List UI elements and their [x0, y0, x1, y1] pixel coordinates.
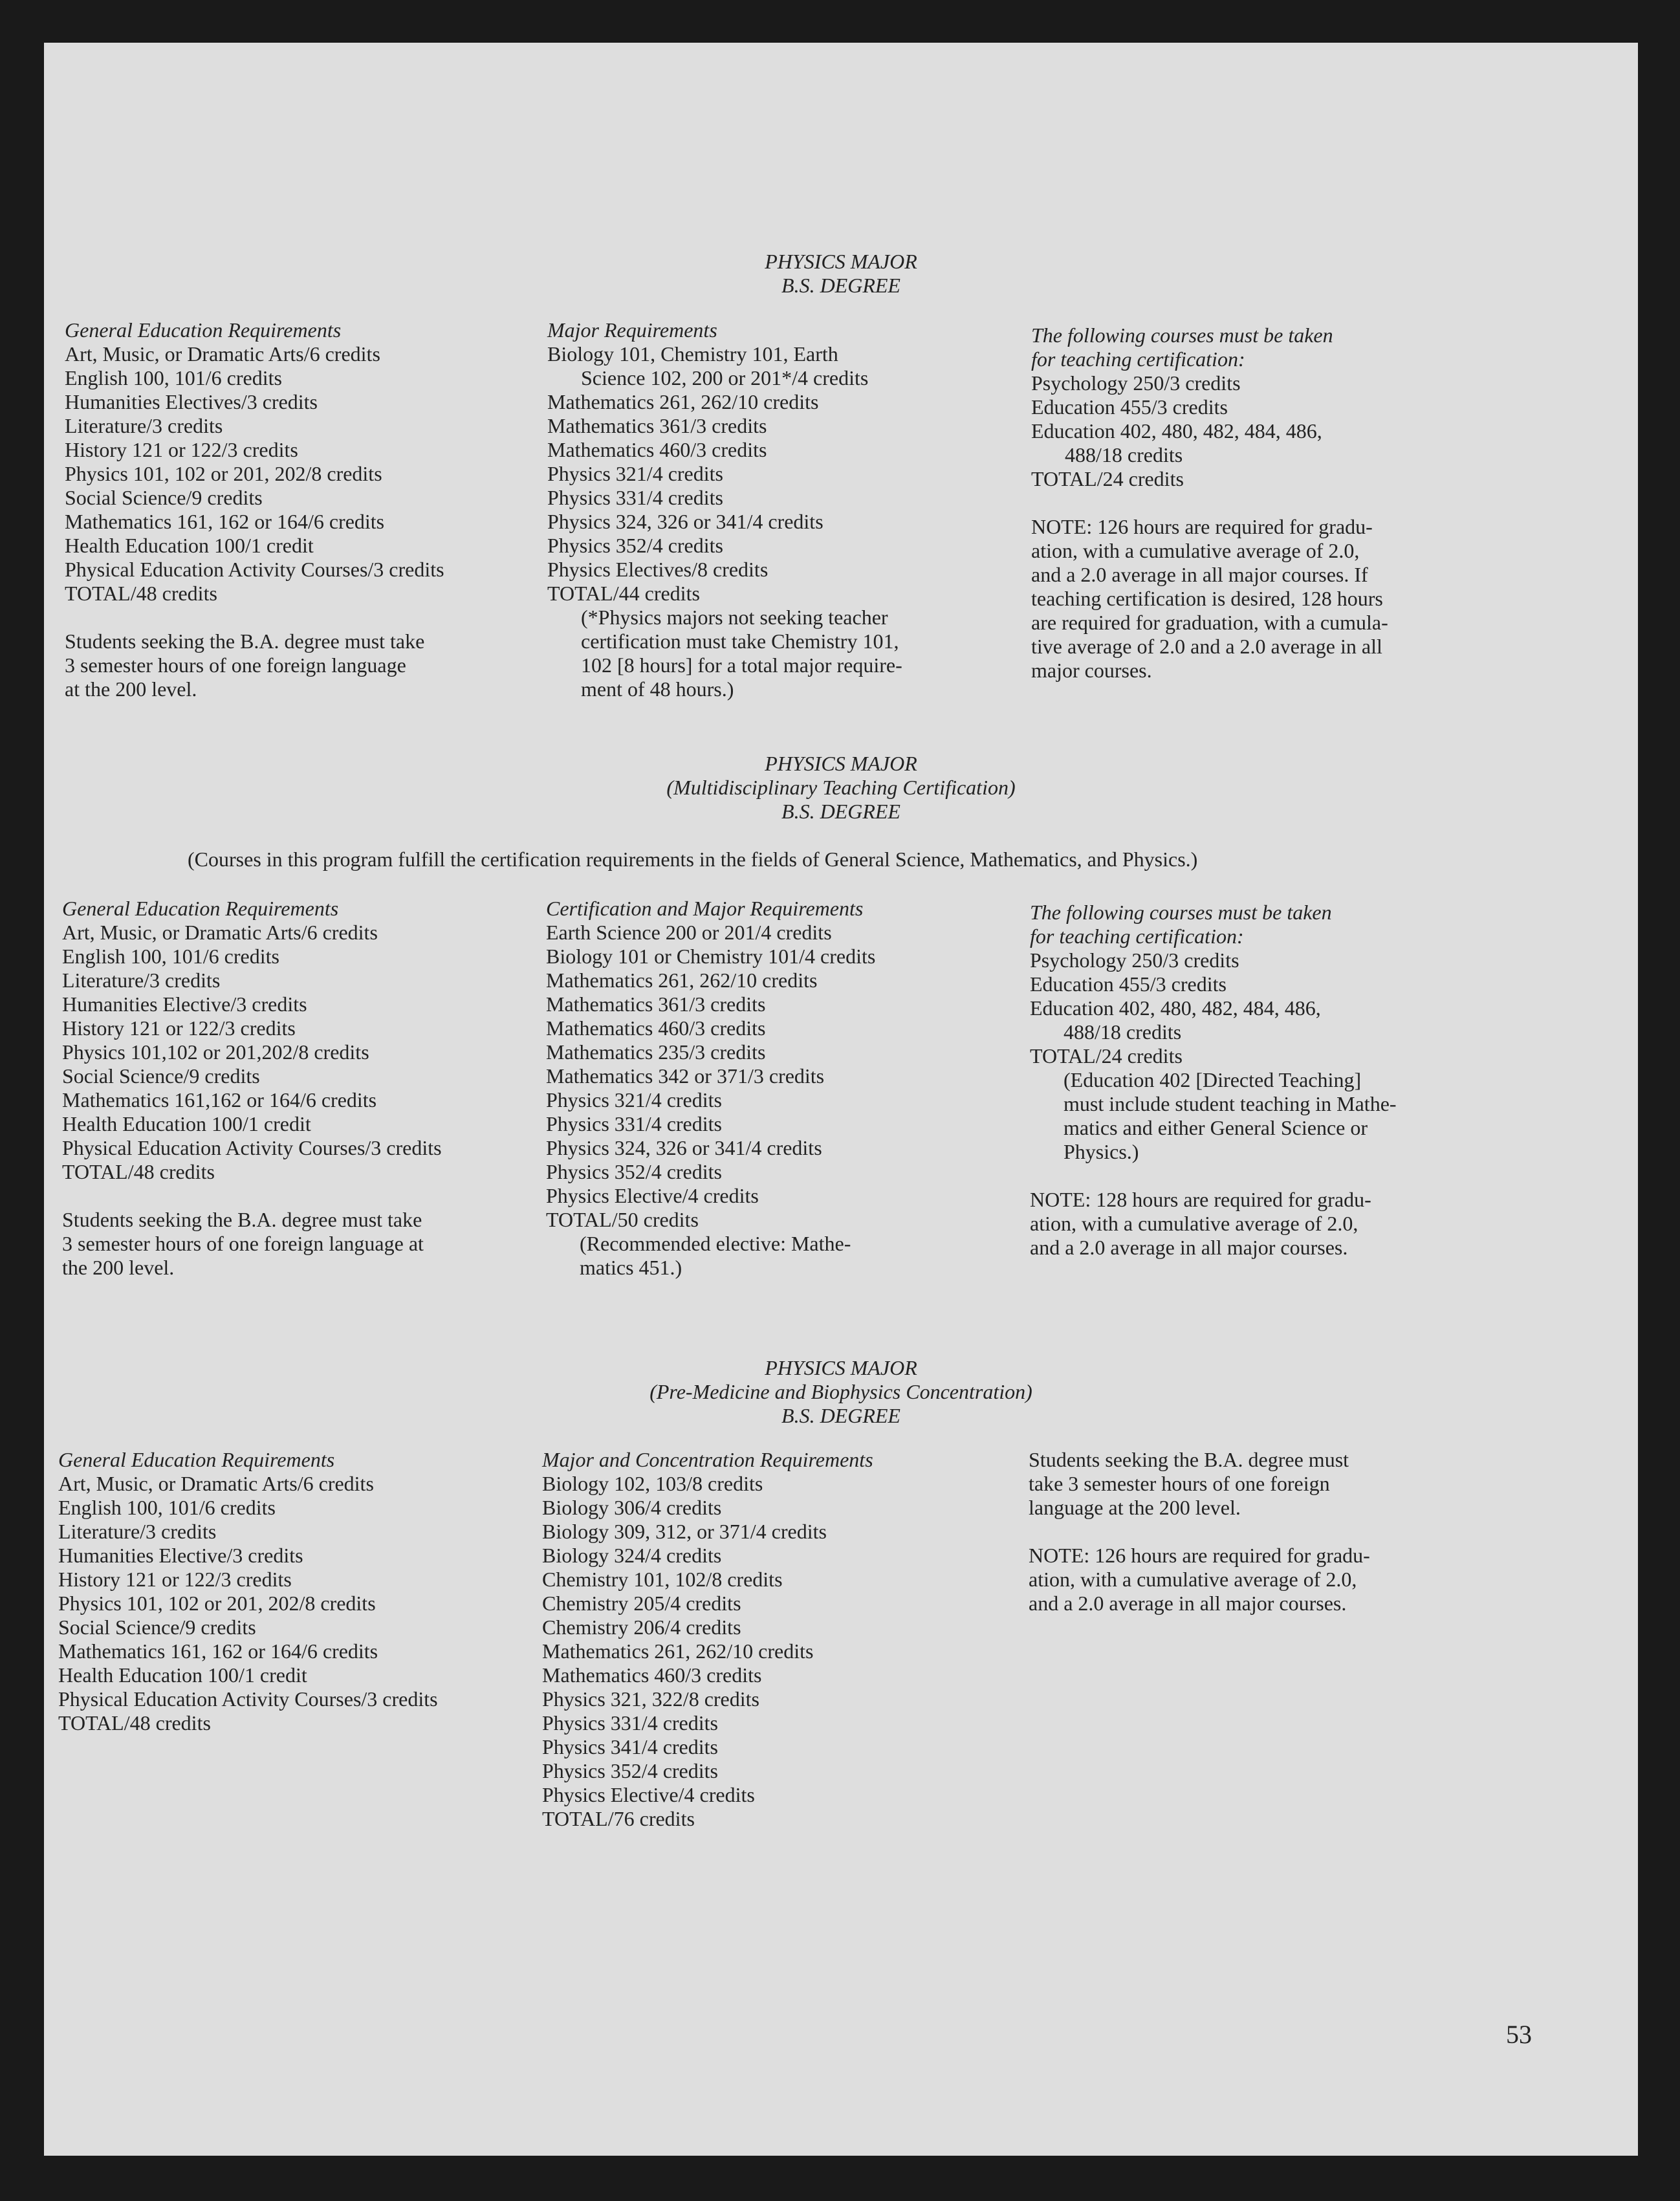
note-line: major courses.	[1031, 659, 1152, 682]
total-line: TOTAL/50 credits	[546, 1208, 699, 1231]
note-line: matics 451.)	[580, 1256, 682, 1279]
document-page	[44, 43, 1638, 2156]
requirement-line: Mathematics 361/3 credits	[546, 992, 766, 1016]
note-line: at the 200 level.	[65, 677, 197, 701]
requirement-line: English 100, 101/6 credits	[65, 366, 282, 389]
requirement-line: Education 402, 480, 482, 484, 486,	[1030, 996, 1321, 1020]
requirement-line: Mathematics 161,162 or 164/6 credits	[62, 1088, 377, 1111]
requirement-line: Physics 331/4 credits	[547, 486, 723, 509]
note-line: ation, with a cumulative average of 2.0,	[1029, 1568, 1357, 1591]
requirement-line: Chemistry 101, 102/8 credits	[542, 1568, 783, 1591]
requirement-line: Education 455/3 credits	[1031, 395, 1228, 419]
requirement-line: Literature/3 credits	[65, 414, 223, 437]
requirement-line: Health Education 100/1 credit	[65, 534, 314, 557]
requirement-line: Psychology 250/3 credits	[1030, 948, 1239, 972]
note-line: Students seeking the B.A. degree must take	[62, 1208, 422, 1231]
note-line: are required for graduation, with a cumula-	[1031, 611, 1388, 634]
requirement-line: Physics 101,102 or 201,202/8 credits	[62, 1040, 369, 1064]
requirement-line: Physics Electives/8 credits	[547, 558, 769, 581]
note-line: tive average of 2.0 and a 2.0 average in all	[1031, 635, 1382, 658]
requirement-line: Humanities Elective/3 credits	[58, 1544, 303, 1567]
requirement-line: Physical Education Activity Courses/3 credits	[58, 1687, 438, 1711]
heading-line: B.S. DEGREE	[781, 1404, 900, 1427]
requirement-line: Physics 352/4 credits	[542, 1759, 718, 1782]
section-3-heading	[44, 1356, 1638, 1428]
section-1-major-requirements	[547, 318, 902, 701]
requirement-line: Social Science/9 credits	[65, 486, 263, 509]
requirement-line: Mathematics 261, 262/10 credits	[547, 390, 819, 413]
heading-line: PHYSICS MAJOR	[765, 752, 917, 775]
requirement-line: Biology 309, 312, or 371/4 credits	[542, 1520, 827, 1543]
requirement-line: Science 102, 200 or 201*/4 credits	[581, 366, 869, 389]
note-line: must include student teaching in Mathe-	[1064, 1092, 1397, 1115]
note-line: 102 [8 hours] for a total major require-	[581, 653, 902, 677]
requirement-line: Physics 331/4 credits	[542, 1711, 718, 1735]
requirement-line: English 100, 101/6 credits	[58, 1496, 276, 1519]
requirement-line: Physics 352/4 credits	[547, 534, 723, 557]
note-line: Students seeking the B.A. degree must take	[65, 630, 425, 653]
note-line: (*Physics majors not seeking teacher	[581, 606, 888, 629]
requirement-line: Mathematics 235/3 credits	[546, 1040, 766, 1064]
note-line: NOTE: 126 hours are required for gradu-	[1031, 515, 1373, 538]
section-3-general-education	[58, 1448, 438, 1735]
note-line: and a 2.0 average in all major courses.	[1029, 1592, 1347, 1615]
note-line: Students seeking the B.A. degree must	[1029, 1448, 1349, 1471]
requirement-line: Biology 306/4 credits	[542, 1496, 722, 1519]
column-title: General Education Requirements	[65, 318, 342, 342]
requirement-line: Physical Education Activity Courses/3 credits	[65, 558, 444, 581]
note-line: matics and either General Science or	[1064, 1116, 1368, 1139]
requirement-line: Physics Elective/4 credits	[546, 1184, 759, 1207]
requirement-line: Mathematics 460/3 credits	[546, 1016, 766, 1040]
note-line: ment of 48 hours.)	[581, 677, 734, 701]
requirement-line: Physical Education Activity Courses/3 credits	[62, 1136, 442, 1159]
note-line: NOTE: 126 hours are required for gradu-	[1029, 1544, 1370, 1567]
requirement-line: Humanities Electives/3 credits	[65, 390, 318, 413]
column-title: for teaching certification:	[1030, 925, 1244, 948]
requirement-line: Humanities Elective/3 credits	[62, 992, 307, 1016]
section-3-notes	[1029, 1448, 1370, 1615]
note-line: teaching certification is desired, 128 hours	[1031, 587, 1383, 610]
note-line: certification must take Chemistry 101,	[581, 630, 899, 653]
heading-line: PHYSICS MAJOR	[765, 250, 917, 273]
requirement-line: History 121 or 122/3 credits	[62, 1016, 296, 1040]
requirement-line: Social Science/9 credits	[62, 1064, 260, 1088]
requirement-line: Education 402, 480, 482, 484, 486,	[1031, 419, 1322, 443]
requirement-line: Mathematics 361/3 credits	[547, 414, 767, 437]
section-1-heading	[44, 250, 1638, 298]
heading-line: (Pre-Medicine and Biophysics Concentration)	[649, 1380, 1032, 1403]
column-title: General Education Requirements	[62, 897, 339, 920]
total-line: TOTAL/48 credits	[62, 1160, 215, 1183]
note-line: (Education 402 [Directed Teaching]	[1064, 1068, 1362, 1091]
requirement-line: English 100, 101/6 credits	[62, 945, 279, 968]
requirement-line: Mathematics 161, 162 or 164/6 credits	[58, 1639, 378, 1663]
note-line: Physics.)	[1064, 1140, 1139, 1163]
requirement-line: Education 455/3 credits	[1030, 972, 1227, 996]
total-line: TOTAL/48 credits	[65, 582, 217, 605]
note-line: 3 semester hours of one foreign language	[65, 653, 406, 677]
column-title: for teaching certification:	[1031, 347, 1245, 371]
requirement-line: Physics 324, 326 or 341/4 credits	[546, 1136, 822, 1159]
note-line: language at the 200 level.	[1029, 1496, 1241, 1519]
requirement-line: Chemistry 205/4 credits	[542, 1592, 741, 1615]
requirement-line: Biology 101 or Chemistry 101/4 credits	[546, 945, 876, 968]
total-line: TOTAL/76 credits	[542, 1807, 695, 1830]
note-line: 3 semester hours of one foreign language at	[62, 1232, 424, 1255]
requirement-line: Mathematics 161, 162 or 164/6 credits	[65, 510, 385, 533]
requirement-line: Physics 324, 326 or 341/4 credits	[547, 510, 824, 533]
requirement-line: Biology 324/4 credits	[542, 1544, 722, 1567]
note-line: (Recommended elective: Mathe-	[580, 1232, 851, 1255]
requirement-line: Art, Music, or Dramatic Arts/6 credits	[62, 921, 378, 944]
column-title: Major and Concentration Requirements	[542, 1448, 873, 1471]
requirement-line: Physics Elective/4 credits	[542, 1783, 755, 1806]
heading-line: (Multidisciplinary Teaching Certification)	[666, 776, 1016, 799]
section-3-major-requirements	[542, 1448, 873, 1831]
total-line: TOTAL/24 credits	[1031, 467, 1184, 490]
requirement-line: Physics 321, 322/8 credits	[542, 1687, 759, 1711]
total-line: TOTAL/48 credits	[58, 1711, 211, 1735]
requirement-line: Mathematics 460/3 credits	[547, 438, 767, 461]
section-2-major-requirements	[546, 897, 875, 1280]
requirement-line: Physics 101, 102 or 201, 202/8 credits	[58, 1592, 376, 1615]
requirement-line: 488/18 credits	[1064, 1020, 1182, 1044]
column-title: The following courses must be taken	[1030, 901, 1332, 924]
requirement-line: Mathematics 342 or 371/3 credits	[546, 1064, 825, 1088]
total-line: TOTAL/44 credits	[547, 582, 700, 605]
column-title: Certification and Major Requirements	[546, 897, 864, 920]
requirement-line: Physics 331/4 credits	[546, 1112, 722, 1135]
requirement-line: History 121 or 122/3 credits	[65, 438, 298, 461]
column-title: The following courses must be taken	[1031, 323, 1333, 347]
heading-line: PHYSICS MAJOR	[765, 1356, 917, 1379]
total-line: TOTAL/24 credits	[1030, 1044, 1183, 1068]
requirement-line: Physics 321/4 credits	[546, 1088, 722, 1111]
requirement-line: Literature/3 credits	[62, 969, 221, 992]
note-line: and a 2.0 average in all major courses.	[1030, 1236, 1348, 1259]
note-line: take 3 semester hours of one foreign	[1029, 1472, 1330, 1495]
requirement-line: Mathematics 261, 262/10 credits	[546, 969, 818, 992]
requirement-line: Mathematics 261, 262/10 credits	[542, 1639, 814, 1663]
section-2-subnote: (Courses in this program fulfill the certification requirements in the fields of General Science, Mathematics, and Physics.)	[188, 848, 1198, 871]
requirement-line: Art, Music, or Dramatic Arts/6 credits	[65, 342, 380, 366]
column-title: General Education Requirements	[58, 1448, 335, 1471]
note-line: the 200 level.	[62, 1256, 175, 1279]
requirement-line: Physics 341/4 credits	[542, 1735, 718, 1758]
column-title: Major Requirements	[547, 318, 717, 342]
requirement-line: 488/18 credits	[1065, 443, 1183, 466]
requirement-line: Physics 321/4 credits	[547, 462, 723, 485]
page-number: 53	[1506, 2020, 1532, 2049]
heading-line: B.S. DEGREE	[781, 274, 900, 297]
requirement-line: Art, Music, or Dramatic Arts/6 credits	[58, 1472, 374, 1495]
requirement-line: Psychology 250/3 credits	[1031, 371, 1241, 395]
requirement-line: Biology 101, Chemistry 101, Earth	[547, 342, 838, 366]
requirement-line: Earth Science 200 or 201/4 credits	[546, 921, 832, 944]
note-line: ation, with a cumulative average of 2.0,	[1031, 539, 1360, 562]
note-line: and a 2.0 average in all major courses. If	[1031, 563, 1368, 586]
requirement-line: Mathematics 460/3 credits	[542, 1663, 762, 1687]
heading-line: B.S. DEGREE	[781, 800, 900, 823]
section-1-certification	[1031, 323, 1388, 683]
requirement-line: Chemistry 206/4 credits	[542, 1615, 741, 1639]
requirement-line: History 121 or 122/3 credits	[58, 1568, 292, 1591]
note-line: NOTE: 128 hours are required for gradu-	[1030, 1188, 1371, 1211]
note-line: ation, with a cumulative average of 2.0,	[1030, 1212, 1358, 1235]
requirement-line: Physics 101, 102 or 201, 202/8 credits	[65, 462, 382, 485]
section-2-heading	[44, 752, 1638, 824]
requirement-line: Physics 352/4 credits	[546, 1160, 722, 1183]
requirement-line: Health Education 100/1 credit	[58, 1663, 307, 1687]
requirement-line: Literature/3 credits	[58, 1520, 217, 1543]
requirement-line: Social Science/9 credits	[58, 1615, 256, 1639]
section-2-general-education	[62, 897, 442, 1280]
requirement-line: Health Education 100/1 credit	[62, 1112, 311, 1135]
section-1-general-education	[65, 318, 444, 701]
requirement-line: Biology 102, 103/8 credits	[542, 1472, 763, 1495]
section-2-certification	[1030, 901, 1397, 1260]
